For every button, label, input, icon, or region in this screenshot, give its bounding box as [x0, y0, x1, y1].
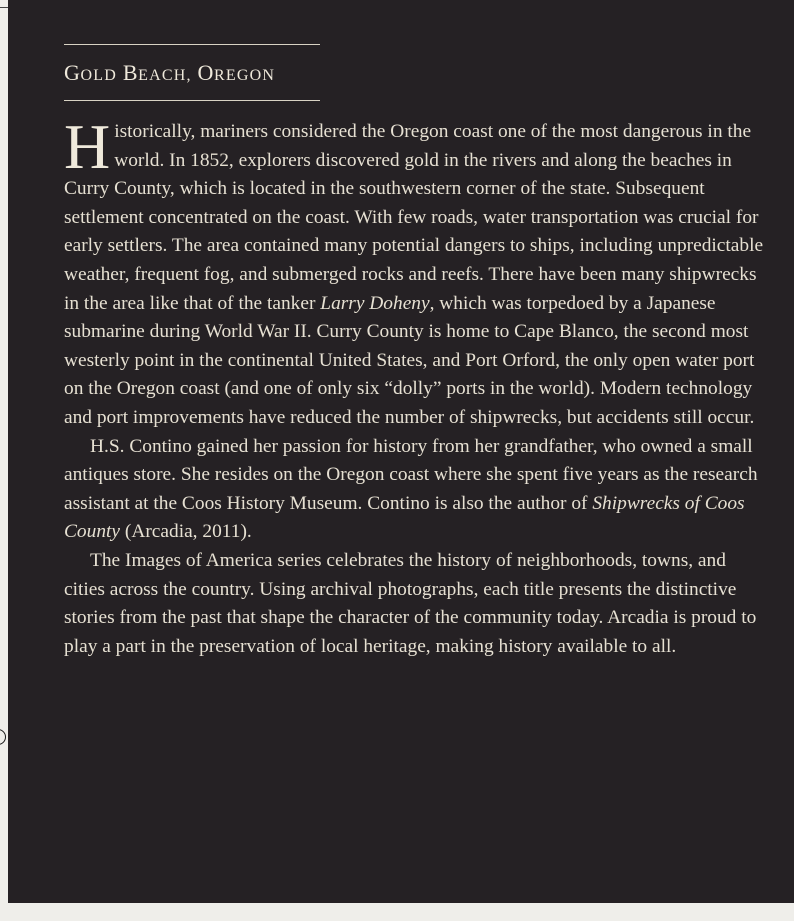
- page-title: [64, 60, 275, 86]
- paragraph-author-text-a: H.S. Contino gained her passion for history from her grandfather, who owned a small antiques store. She resides on the Oregon coast where she spent five years as the research assistant at the Coos History Museum. Contino is also the author of: [64, 435, 758, 514]
- title-initial-b: B: [122, 60, 139, 85]
- title-rule-bottom: [64, 100, 320, 101]
- book-title-italic: Shipwrecks of Coos County: [64, 492, 745, 543]
- paragraph-author: [64, 433, 764, 547]
- paragraph-history-text-a: istorically, mariners considered the Oregon coast one of the most dangerous in the world. In 1852, explorers discovered gold in the rivers and along the beaches in Curry County, which is located in the southwestern corner of the state. Subsequent settlement concentrated on the coast. With few roads, water transportation was crucial for early settlers. The area contained many potential dangers to ships, including unpredictable weather, frequent fog, and submerged rocks and reefs. There have been many shipwrecks in the area like that of the tanker: [64, 121, 764, 314]
- title-initial-o: O: [197, 60, 215, 85]
- title-rule-top: [64, 44, 320, 45]
- paragraph-author-text-b: (Arcadia, 2011).: [120, 521, 252, 543]
- title-smallcaps-each: EACH,: [138, 67, 192, 84]
- paragraph-series-text: The Images of America series celebrates the history of neighborhoods, towns, and cities across the country. Using archival photographs, each title presents the distinctive stories from the past that shape the character of the community today. Arcadia is proud to play a part in the preservation of local heritage, making history available to all.: [64, 549, 757, 657]
- paragraph-history: [64, 111, 764, 433]
- back-cover-page: [8, 0, 794, 903]
- drop-cap: H: [64, 111, 111, 182]
- paragraph-series: [64, 547, 764, 661]
- body-text: [64, 111, 764, 661]
- title-smallcaps-regon: REGON: [214, 67, 276, 84]
- binding-hole: [0, 729, 6, 745]
- paragraph-history-text-b: , which was torpedoed by a Japanese submarine during World War II. Curry County is home to Cape Blanco, the second most westerly point in the continental United States, and Port Orford, the only open water port on the Oregon coast (and one of only six “dolly” ports in the world). Modern technology and port improvements have reduced the number of shipwrecks, but accidents still occur.: [64, 292, 755, 428]
- title-smallcaps-old: OLD: [80, 67, 117, 84]
- title-initial-g: G: [64, 60, 81, 85]
- ship-name-italic: Larry Doheny: [320, 292, 430, 314]
